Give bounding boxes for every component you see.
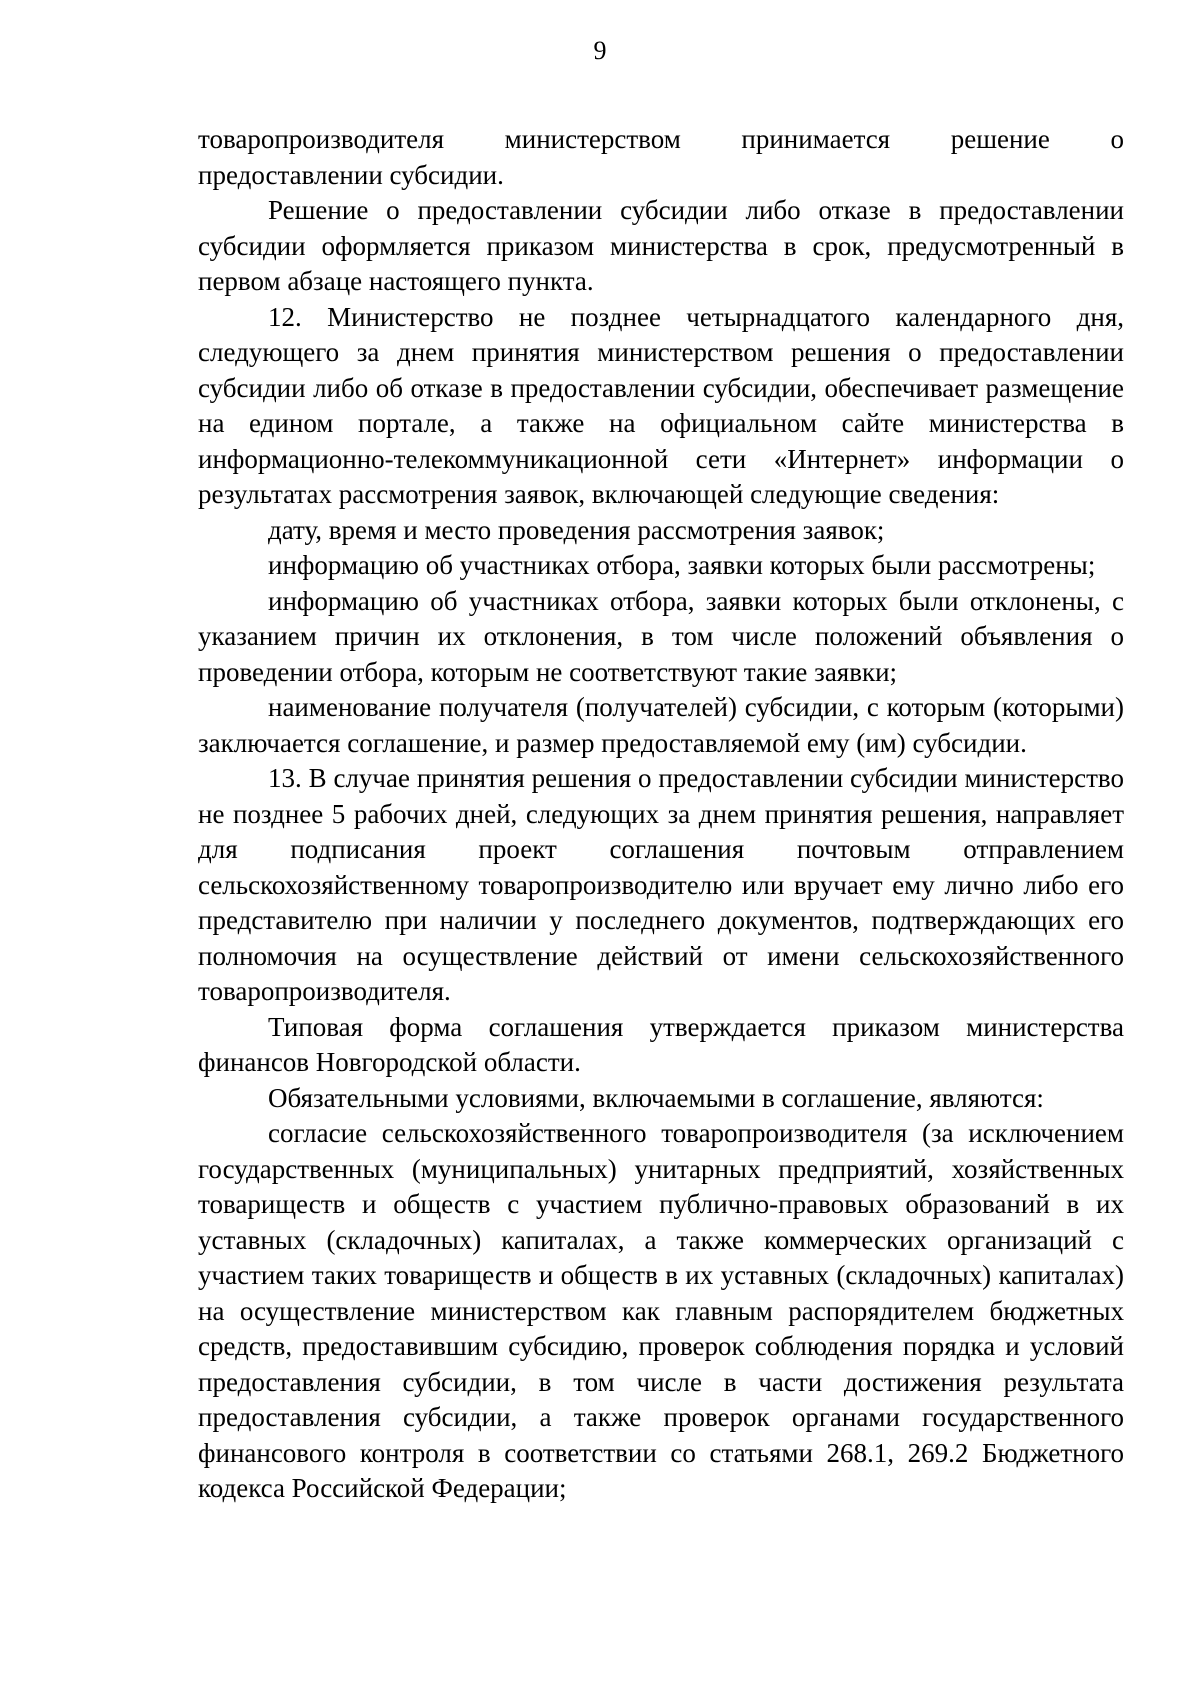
paragraph-item-12: 12. Министерство не позднее четырнадцатого календарного дня, следующего за днем принятия министерством решения о предоставлении субсидии либо об отказе в предоставлении субсидии, обеспечивает размещение на едином портале, а также на официальном сайте министерства в информационно-телекоммуникационной сети «Интернет» информации о результатах рассмотрения заявок, включающей следующие сведения: (198, 301, 1124, 509)
document-body (198, 122, 1124, 1507)
paragraph-standard-form: Типовая форма соглашения утверждается приказом министерства финансов Новгородской области. (198, 1011, 1124, 1077)
paragraph-item-13: 13. В случае принятия решения о предоставлении субсидии министерство не позднее 5 рабочих дней, следующих за днем принятия решения, направляет для подписания проект соглашения почтовым отправлением сельскохозяйственному товаропроизводителю или вручает ему лично либо его представителю при наличии у последнего документов, подтверждающих его полномочия на осуществление действий от имени сельскохозяйственного товаропроизводителя. (198, 763, 1124, 1006)
paragraph-continuation-end: предоставлении субсидии. (198, 159, 504, 190)
list-item-rejected-participants: информацию об участниках отбора, заявки которых были отклонены, с указанием причин их отклонения, в том числе положений объявления о проведении отбора, которым не соответствуют такие заявки; (198, 585, 1124, 687)
list-item-recipient-name: наименование получателя (получателей) субсидии, с которым (которыми) заключается соглашение, и размер предоставляемой ему (им) субсидии. (198, 692, 1124, 758)
page-number: 9 (593, 36, 607, 65)
paragraph-decision-form: Решение о предоставлении субсидии либо отказе в предоставлении субсидии оформляется приказом министерства в срок, предусмотренный в первом абзаце настоящего пункта. (198, 195, 1124, 296)
list-item-reviewed-participants: информацию об участниках отбора, заявки которых были рассмотрены; (268, 550, 1096, 580)
list-item-consent: согласие сельскохозяйственного товаропроизводителя (за исключением государственных (муниципальных) унитарных предприятий, хозяйственных товариществ и обществ с участием публично-правовых образований в их уставных (складочных) капиталах, а также коммерческих организаций с участием таких товариществ и обществ в их уставных (складочных) капиталах) на осуществление министерством как главным распорядителем бюджетных средств, предоставившим субсидию, проверок соблюдения порядка и условий предоставления субсидии, в том числе в части достижения результата предоставления субсидии, а также проверок органами государственного финансового контроля в соответствии со статьями 268.1, 269.2 Бюджетного кодекса Российской Федерации; (198, 1118, 1124, 1503)
paragraph-mandatory-conditions: Обязательными условиями, включаемыми в соглашение, являются: (268, 1082, 1044, 1113)
paragraph-continuation: товаропроизводителя министерством принимается решение о (198, 124, 1124, 154)
list-item-date-time-place: дату, время и место проведения рассмотрения заявок; (268, 514, 885, 545)
